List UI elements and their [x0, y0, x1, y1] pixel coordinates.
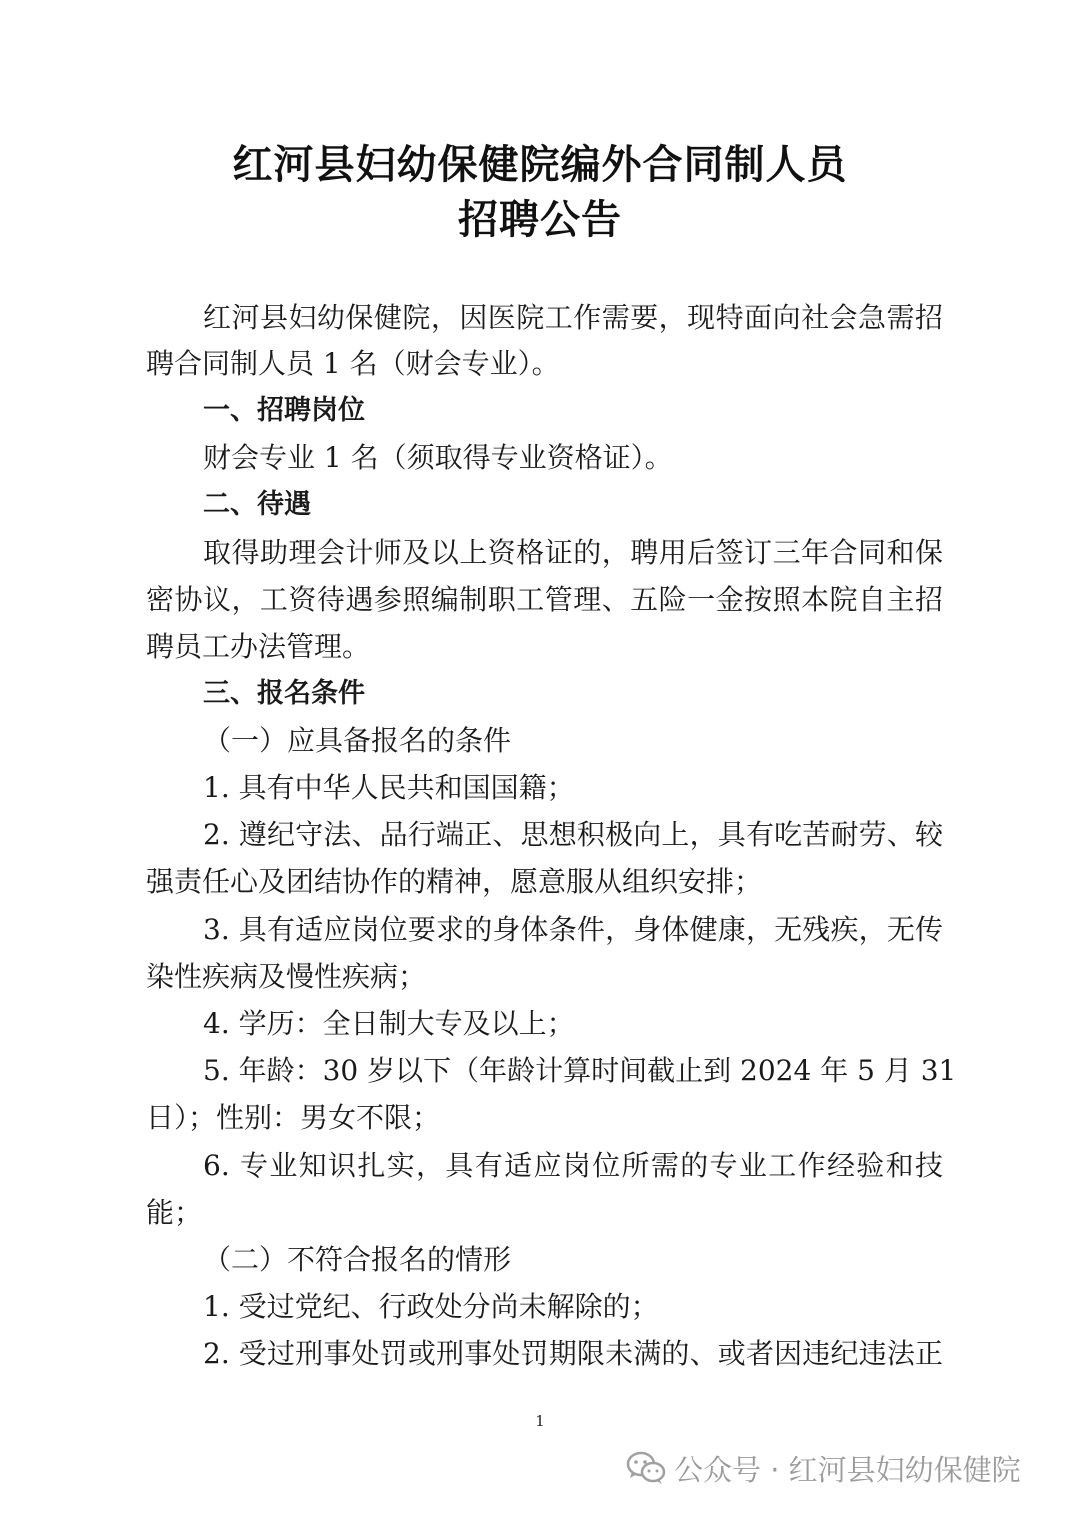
item6-line2: 能； [146, 1196, 203, 1229]
item6-line1: 6. 专业知识扎实，具有适应岗位所需的专业工作经验和技 [203, 1149, 943, 1182]
watermark-text: 公众号 · 红河县妇幼保健院 [674, 1452, 1021, 1487]
section1-text: 财会专业 1 名（须取得专业资格证）。 [203, 441, 673, 474]
section1-heading: 一、招聘岗位 [203, 395, 365, 426]
intro-line2: 聘合同制人员 1 名（财会专业）。 [146, 347, 560, 380]
wechat-icon [626, 1451, 666, 1485]
item3-line1: 3. 具有适应岗位要求的身体条件，身体健康，无残疾，无传 [203, 913, 943, 946]
item1: 1. 具有中华人民共和国国籍； [203, 771, 575, 804]
item5-line1: 5. 年龄：30 岁以下（年龄计算时间截止到 2024 年 5 月 31 [203, 1054, 957, 1087]
sub1-heading: （一）应具备报名的条件 [203, 724, 512, 757]
neg-item2-line1: 2. 受过刑事处罚或刑事处罚期限未满的、或者因违纪违法正 [203, 1337, 943, 1370]
section3-heading: 三、报名条件 [203, 678, 365, 709]
item3-line2: 染性疾病及慢性疾病； [146, 960, 427, 993]
page-number: 1 [535, 1412, 545, 1430]
section2-line2: 密协议，工资待遇参照编制职工管理、五险一金按照本院自主招 [146, 583, 943, 616]
item2-line2: 强责任心及团结协作的精神，愿意服从组织安排； [146, 865, 763, 898]
item4: 4. 学历：全日制大专及以上； [203, 1007, 575, 1040]
sub2-heading: （二）不符合报名的情形 [203, 1243, 512, 1276]
neg-item1: 1. 受过党纪、行政处分尚未解除的； [203, 1290, 659, 1323]
intro-line1: 红河县妇幼保健院，因医院工作需要，现特面向社会急需招 [203, 301, 943, 334]
section2-line1: 取得助理会计师及以上资格证的，聘用后签订三年合同和保 [203, 536, 943, 569]
document-title-line2: 招聘公告 [458, 196, 622, 243]
watermark [626, 1448, 1021, 1488]
document-title-line1: 红河县妇幼保健院编外合同制人员 [232, 141, 848, 188]
item5-line2: 日）；性别：男女不限； [146, 1101, 441, 1134]
section2-heading: 二、待遇 [203, 489, 311, 520]
section2-line3: 聘员工办法管理。 [146, 630, 371, 663]
item2-line1: 2. 遵纪守法、品行端正、思想积极向上，具有吃苦耐劳、较 [203, 818, 943, 851]
